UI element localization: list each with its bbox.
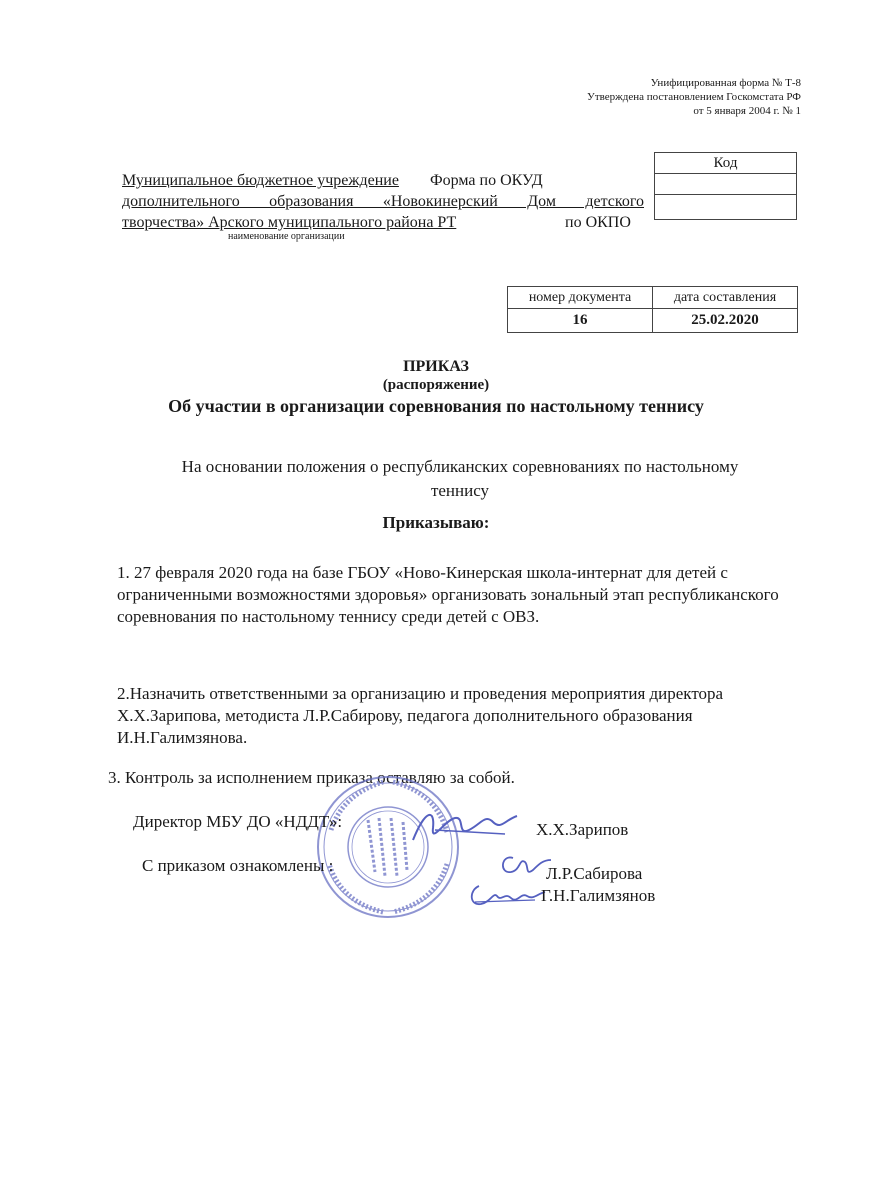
director-label: Директор МБУ ДО «НДДТ»: <box>133 812 343 831</box>
code-header: Код <box>655 153 797 174</box>
order-subtitle: (распоряжение) <box>382 377 490 393</box>
galimzyanov-name: Г.Н.Галимзянов <box>541 886 656 905</box>
galimzyanov-signature-icon <box>465 878 550 913</box>
form-note-line1: Унифицированная форма № Т-8 <box>650 77 801 89</box>
director-name: Х.Х.Зарипов <box>536 820 629 839</box>
form-reference-note <box>501 76 801 118</box>
organization-name-line1: Муниципальное бюджетное учреждение <box>122 172 399 189</box>
order-title: ПРИКАЗ <box>403 358 469 375</box>
document-date-header: дата составления <box>653 287 798 309</box>
document-number-value: 16 <box>508 309 653 333</box>
organization-caption: наименование организации <box>228 231 345 242</box>
code-table <box>654 152 797 220</box>
form-note-line3: от 5 января 2004 г. № 1 <box>693 105 801 117</box>
organization-name-line3: творчества» Арского муниципального района РТ <box>122 214 457 231</box>
order-item-2: 2.Назначить ответственными за организацию и проведения мероприятия директора Х.Х.Зарипова, методиста Л.Р.Сабирову, педагога дополнительного образования И.Н.Галимзянова. <box>117 684 724 747</box>
okpo-label: по ОКПО <box>565 214 631 231</box>
order-item-3: 3. Контроль за исполнением приказа оставляю за собой. <box>108 768 515 787</box>
okud-code-cell <box>655 174 797 195</box>
okud-label: Форма по ОКУД <box>430 172 543 189</box>
acquainted-label: С приказом ознакомлены : <box>142 856 334 875</box>
order-item-1: 1. 27 февраля 2020 года на базе ГБОУ «Ново-Кинерская школа-интернат для детей с ограниченными возможностями здоровья» организовать зональный этап республиканского соревнования по настольному теннису среди детей с ОВЗ. <box>117 563 779 626</box>
order-subject: Об участии в организации соревнования по настольному теннису <box>168 396 704 416</box>
okpo-code-cell <box>655 195 797 220</box>
organization-name-line2: дополнительного образования «Новокинерский Дом детского <box>122 193 644 210</box>
order-word: Приказываю: <box>382 513 490 532</box>
sabirova-name: Л.Р.Сабирова <box>546 864 643 883</box>
order-basis: На основании положения о республиканских соревнованиях по настольному теннису <box>181 457 739 500</box>
form-note-line2: Утверждена постановлением Госкомстата РФ <box>587 91 801 103</box>
document-number-header: номер документа <box>508 287 653 309</box>
document-info-table <box>507 286 798 333</box>
director-signature-icon <box>405 800 525 855</box>
document-date-value: 25.02.2020 <box>653 309 798 333</box>
